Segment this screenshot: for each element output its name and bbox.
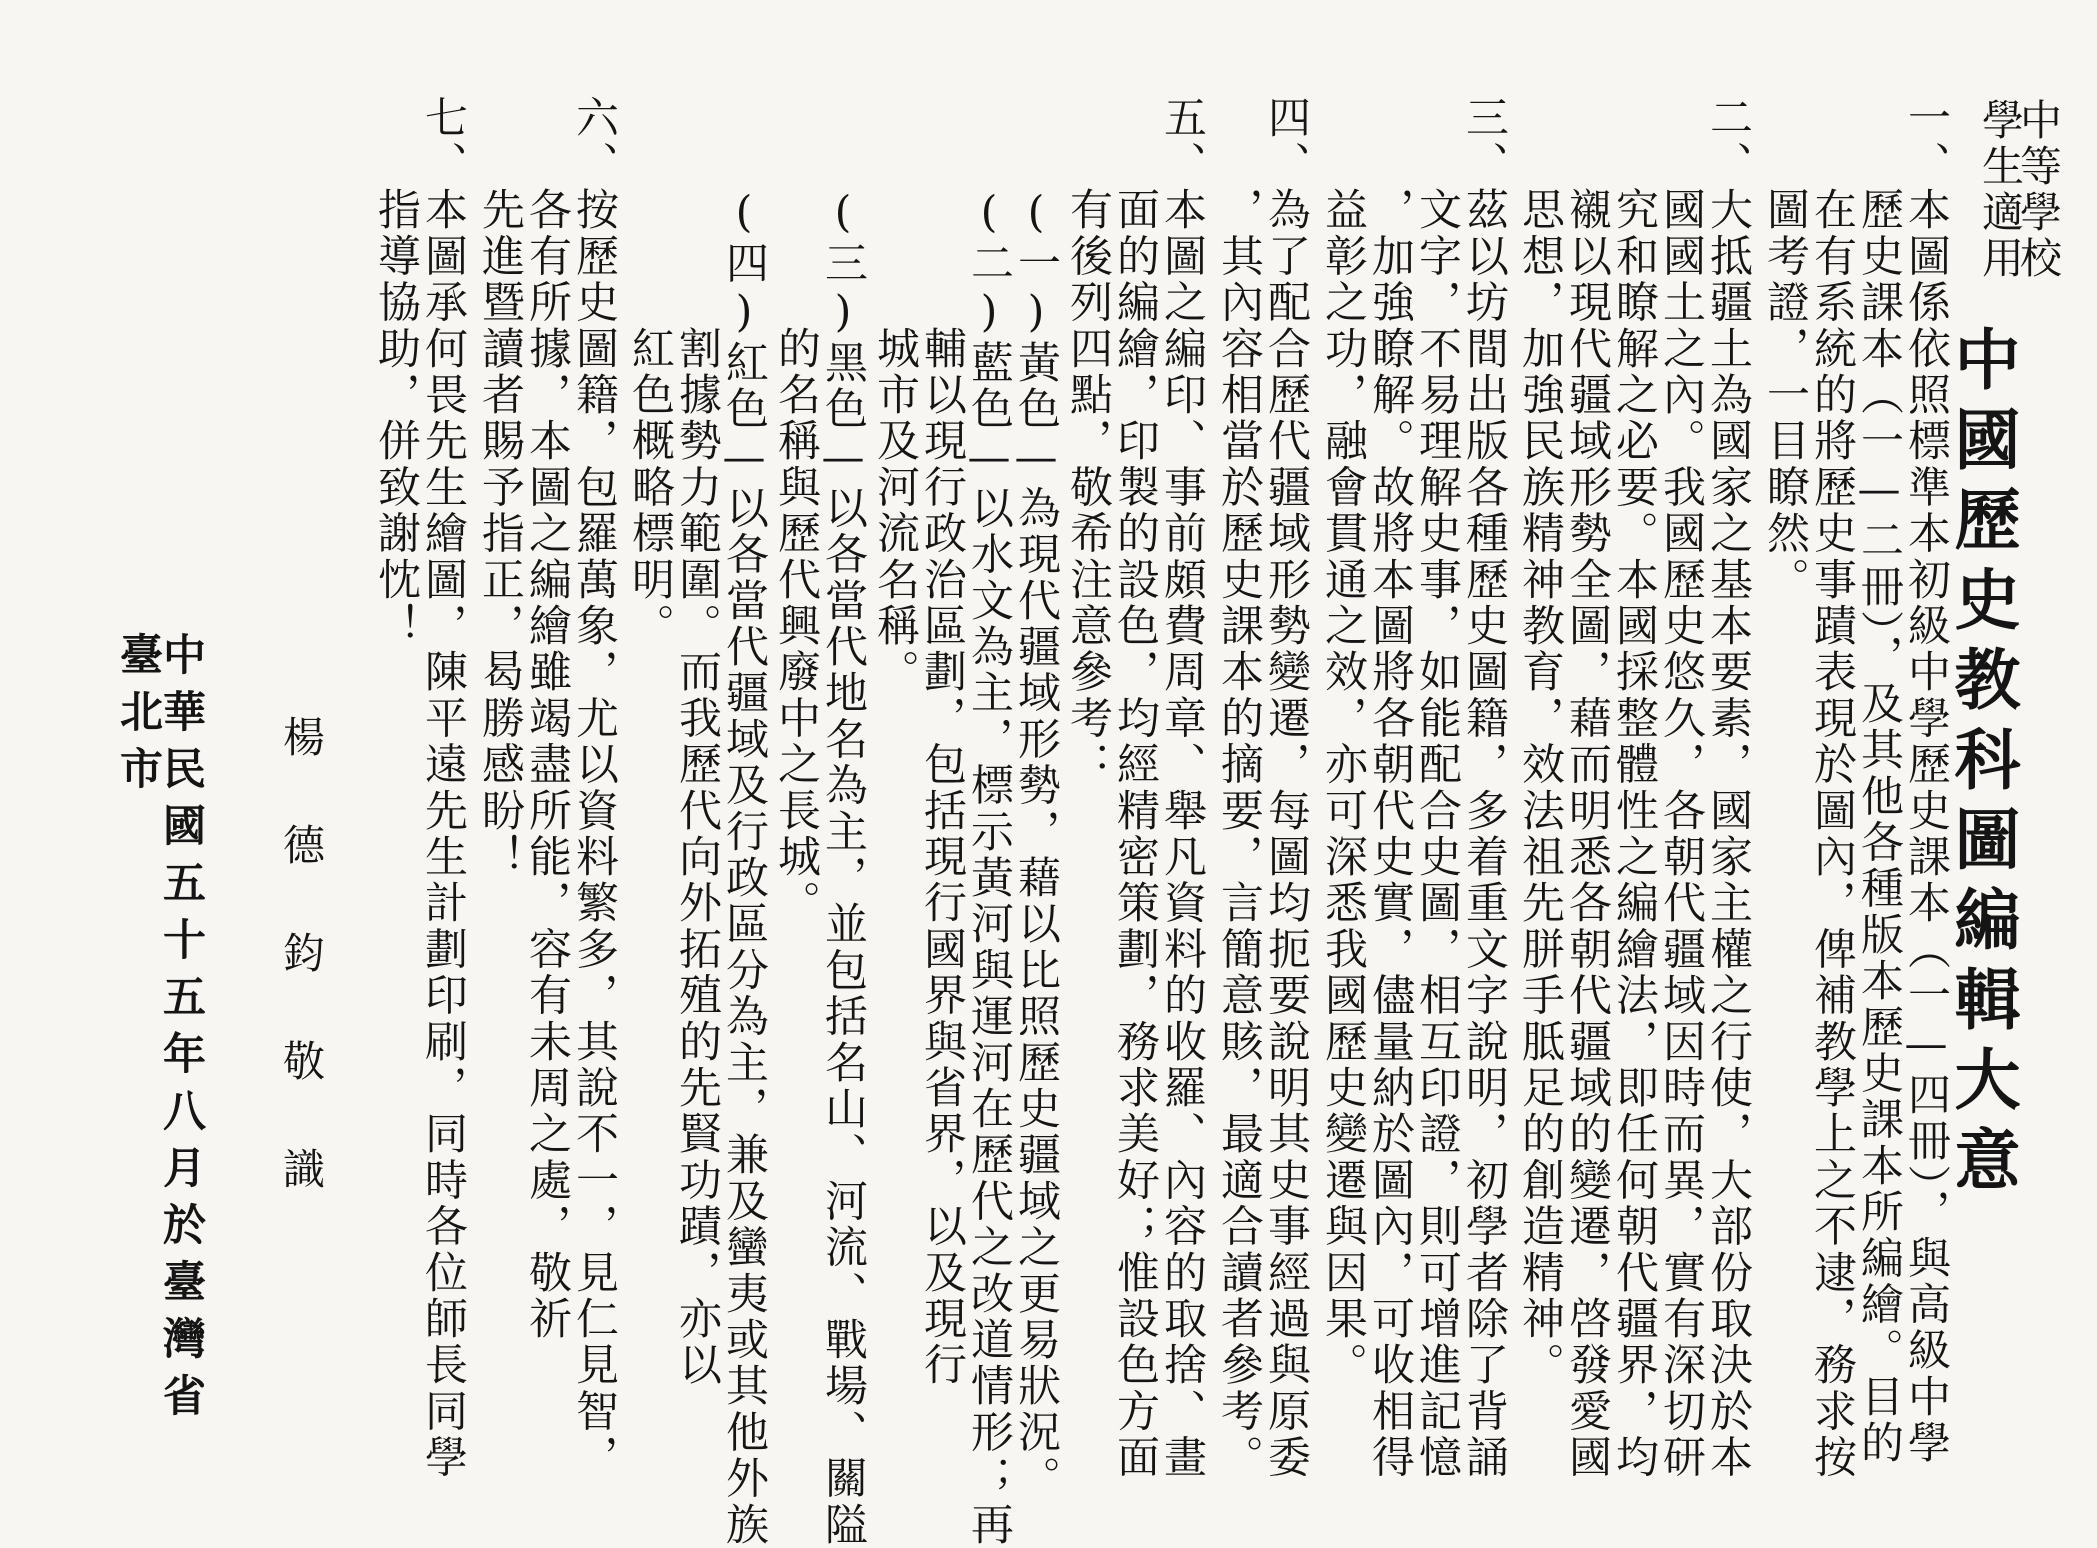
text-column: 指導協助，併致謝忱！ (371, 95, 421, 650)
signature: 楊德鈞敬識 (277, 715, 326, 1255)
text-column: 在有系統的將歷史事蹟表現於圖內，俾補教學上之不逮，務求按 (1807, 95, 1857, 1481)
text-column: 先進暨讀者賜予指正，曷勝感盼！ (475, 95, 525, 881)
text-column: (二)藍色—以水文為主，標示黃河與運河在歷代之改道情形；再 (964, 95, 1014, 1548)
text-column: 究和瞭解之必要。本國採整體性之編繪法，即任何朝代疆界，均 (1609, 95, 1659, 1481)
text-column: (三)黑色—以各當代地名為主，並包括名山、河流、戰場、關隘 (818, 95, 868, 1548)
text-column: 國國土之內。我國歷史悠久，各朝代疆域因時而異，實有深切研 (1656, 95, 1706, 1481)
text-column: 割據勢力範圍。而我歷代向外拓殖的先賢功蹟，亦以 (672, 95, 722, 1389)
text-column: 思想，加強民族精神教育，效法祖先胼手胝足的創造精神。 (1515, 95, 1565, 1389)
text-column: 紅色概略標明。 (625, 95, 675, 650)
text-column: (四)紅色—以各當代疆域及行政區分為主，兼及蠻夷或其他外族 (719, 95, 769, 1548)
text-column: 的名稱與歷代興廢中之長城。 (771, 95, 821, 927)
text-column: 襯以現代疆域形勢全圖，藉而明悉各朝代疆域的變遷，啓發愛國 (1562, 95, 1612, 1481)
text-column: ，其內容相當於歷史課本的摘要，言簡意賅，最適合讀者參考。 (1214, 95, 1264, 1481)
text-column: 圖考證，一目瞭然。 (1760, 95, 1810, 604)
text-column: 城市及河流名稱。 (870, 95, 920, 696)
date-place: 中華民國五十五年八月於臺灣省臺北市 (113, 632, 206, 1430)
text-column: 六、按歷史圖籍，包羅萬象，尤以資料繁多，其說不一，見仁見智， (569, 95, 619, 1481)
scope-line-1: 中等學校 (2014, 98, 2063, 282)
text-column: 七、本圖承何畏先生繪圖，陳平遠先生計劃印刷，同時各位師長同學 (418, 95, 468, 1481)
text-column: 各有所據，本圖之編繪雖竭盡所能，容有未周之處，敬祈 (522, 95, 572, 1343)
text-column: 有後列四點，敬希注意參考： (1063, 95, 1113, 788)
text-column: 四、為了配合歷代疆域形勢變遷，每圖均扼要說明其史事經過與原委 (1261, 95, 1311, 1481)
text-column: (一)黃色—為現代疆域形勢，藉以比照歷史疆域之更易狀況。 (1011, 95, 1061, 1502)
text-column: 歷史課本（一—二冊），及其他各種版本歷史課本所編繪。目的 (1854, 95, 1904, 1467)
text-column: 五、本圖之編印、事前頗費周章、舉凡資料的收羅、內容的取捨、畫 (1157, 95, 1207, 1481)
scope-line-2: 學生適用 (1976, 98, 2025, 282)
text-column: 文字，不易理解史事，如能配合史圖，相互印證，則可增進記憶 (1412, 95, 1462, 1481)
text-column: 輔以現行政治區劃，包括現行國界與省界，以及現行 (917, 95, 967, 1389)
text-column: 面的編繪，印製的設色，均經精密策劃，務求美好；惟設色方面 (1110, 95, 1160, 1481)
text-column: 益彰之功，融會貫通之效，亦可深悉我國歷史變遷與因果。 (1318, 95, 1368, 1389)
document-title: 中國歷史教科圖編輯大意 (1943, 325, 2021, 1205)
text-column: ，加強瞭解。故將本圖將各朝代史實，儘量納於圖內，可收相得 (1365, 95, 1415, 1481)
text-column: 三、茲以坊間出版各種歷史圖籍，多着重文字說明，初學者除了背誦 (1459, 95, 1509, 1481)
text-column: 二、大抵疆土為國家之基本要素，國家主權之行使，大部份取決於本 (1703, 95, 1753, 1481)
text-column: 一、本圖係依照標準本初級中學歷史課本（一—四冊），與高級中學 (1901, 95, 1951, 1467)
